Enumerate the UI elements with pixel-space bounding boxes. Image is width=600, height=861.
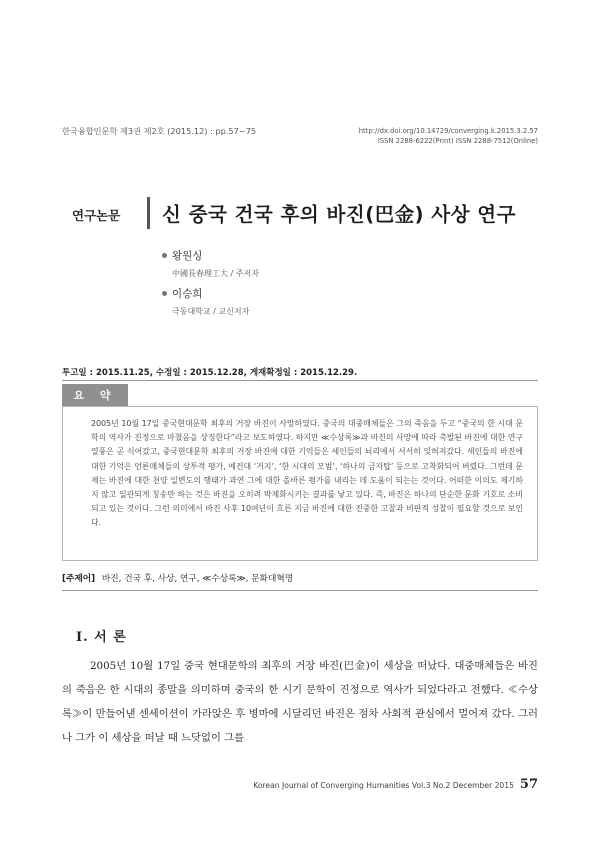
bullet-icon: [162, 253, 167, 258]
submission-dates: 투고일 : 2015.11.25, 수정일 : 2015.12.28, 게재확정일 : 2015.12.29.: [62, 368, 358, 378]
divider: [62, 380, 538, 381]
author-item: [162, 286, 259, 317]
body-text: [62, 654, 538, 750]
page-number: 57: [519, 777, 538, 792]
divider: [62, 590, 538, 591]
abstract-text: 2005년 10월 17일 중국현대문학 최후의 거장 바진이 사망하였다. 중국의 대중매체들은 그의 죽음을 두고 “중국의 한 시대 문학의 역사가 진정으로 마쳤음을 상징한다”라고 보도하였다. 하지만 ≪수상록≫과 바진의 사망에 따라 촉발된 바진에 대한 연구 열풍은 곧 식어갔고, 중국현대문학 최후의 거장 바진에 대한 기억들은 세인들의 뇌리에서 서서히 잊혀져갔다. 세인들의 바진에 대한 기억은 언론매체들의 상투적 평가, 예컨대 ‘거지’, ‘한 시대의 모범’, ‘하나의 금자탑’ 등으로 고착화되어 버렸다. 그런데 문제는 바진에 대한 천양 일변도의 행태가 과연 그에 대한 올바른 평가를 내리는 데 도움이 되는는 것이다. 어떠한 이의도 제기하지 않고 일관되게 칭송만 하는 것은 바진을 오히려 박제화시키는 결과를 낳고 있다. 즉, 바진은 하나의 단순한 문화 기호로 소비되고 있는 것이다. 그런 의미에서 바진 사후 10여년이 흐른 지금 바진에 대한 진중한 고찰과 비판적 성찰이 필요할 것으로 보인다.: [91, 419, 523, 528]
footer-journal: Korean Journal of Converging Humanities Vol.3 No.2 December 2015: [253, 781, 514, 790]
abstract-label: 요 약: [62, 384, 128, 406]
title-divider: [147, 197, 150, 229]
keywords-label: [주제어]: [62, 574, 96, 584]
author-name: 왕원싱: [172, 250, 203, 262]
paper-title: 신 중국 건국 후의 바진(巴金) 사상 연구: [162, 203, 516, 226]
abstract-box: [62, 406, 538, 561]
keywords-text: 바진, 건국 후, 사상, 연구, ≪수상록≫, 문화대혁명: [101, 574, 294, 584]
page-footer: [253, 777, 538, 792]
section-heading: Ⅰ. 서 론: [76, 630, 127, 645]
journal-citation: 한국융합인문학 제3권 제2호 (2015.12) : pp.57~75: [62, 126, 257, 136]
bullet-icon: [162, 291, 167, 296]
issn-text: ISSN 2288-6222(Print) ISSN 2288-7512(Online): [377, 137, 538, 145]
author-item: [162, 248, 259, 279]
author-name: 이승희: [172, 288, 203, 300]
doi-issn-block: [359, 126, 538, 146]
author-affiliation: 극동대학교 / 교신저자: [172, 307, 250, 316]
article-type-label: 연구논문: [72, 208, 121, 223]
author-affiliation: 中國長春理工大 / 주저자: [172, 269, 259, 278]
doi-link[interactable]: http://dx.doi.org/10.14729/converging.k.2015.3.2.57: [358, 127, 538, 135]
author-list: [162, 248, 259, 324]
keywords-line: [62, 572, 293, 584]
body-paragraph: 2005년 10월 17일 중국 현대문학의 최후의 거장 바진(巴金)이 세상을 떠났다. 대중매체들은 바진의 죽음은 한 시대의 종말을 의미하며 중국의 한 시기 문학이 진정으로 역사가 되었다라고 전했다. ≪수상록≫이 만들어낸 센세이션이 가라앉은 후 병마에 시달리던 바진은 점차 사회적 관심에서 멀어져 갔다. 그러나 그가 이 세상을 떠날 때 느닷없이 그를: [62, 660, 538, 744]
